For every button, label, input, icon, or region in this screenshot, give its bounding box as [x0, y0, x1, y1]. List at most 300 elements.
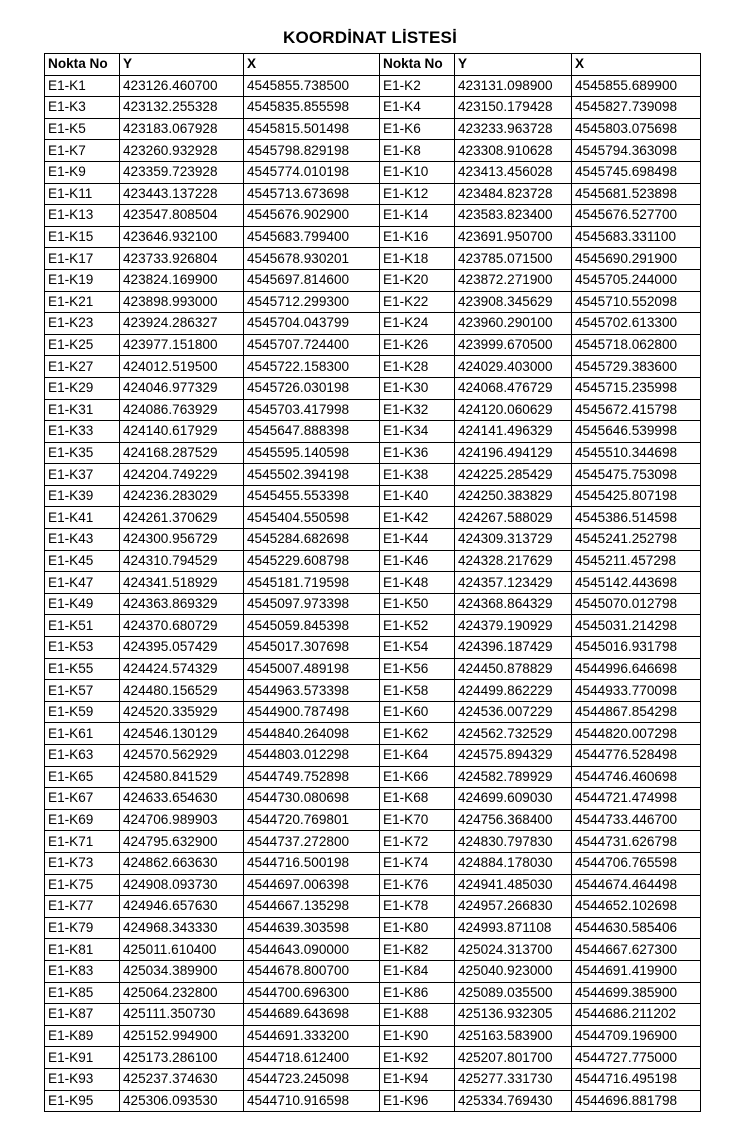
y-cell: 424941.485030	[455, 874, 572, 896]
point-no-cell: E1-K23	[45, 313, 120, 335]
point-no-cell: E1-K50	[380, 593, 455, 615]
y-cell: 424520.335929	[120, 701, 244, 723]
table-row	[45, 874, 701, 896]
y-cell: 423977.151800	[120, 334, 244, 356]
y-cell: 424267.588029	[455, 507, 572, 529]
x-cell: 4545502.394198	[244, 464, 380, 486]
table-row	[45, 399, 701, 421]
y-cell: 424261.370629	[120, 507, 244, 529]
x-cell: 4545229.608798	[244, 550, 380, 572]
y-cell: 423691.950700	[455, 226, 572, 248]
x-cell: 4545070.012798	[572, 593, 701, 615]
x-cell: 4545798.829198	[244, 140, 380, 162]
point-no-cell: E1-K20	[380, 269, 455, 291]
point-no-cell: E1-K77	[45, 896, 120, 918]
point-no-cell: E1-K19	[45, 269, 120, 291]
y-cell: 423359.723928	[120, 161, 244, 183]
point-no-cell: E1-K83	[45, 960, 120, 982]
x-cell: 4544721.474998	[572, 788, 701, 810]
point-no-cell: E1-K91	[45, 1047, 120, 1069]
y-cell: 424795.632900	[120, 831, 244, 853]
y-cell: 423126.460700	[120, 75, 244, 97]
x-cell: 4544840.264098	[244, 723, 380, 745]
x-cell: 4545007.489198	[244, 658, 380, 680]
y-cell: 425277.331730	[455, 1068, 572, 1090]
y-cell: 424908.093730	[120, 874, 244, 896]
point-no-cell: E1-K10	[380, 161, 455, 183]
y-cell: 424120.060629	[455, 399, 572, 421]
y-cell: 424086.763929	[120, 399, 244, 421]
x-cell: 4545683.799400	[244, 226, 380, 248]
x-cell: 4545017.307698	[244, 637, 380, 659]
x-cell: 4544776.528498	[572, 745, 701, 767]
y-cell: 424699.609030	[455, 788, 572, 810]
table-row	[45, 75, 701, 97]
table-row	[45, 1068, 701, 1090]
x-cell: 4545704.043799	[244, 313, 380, 335]
point-no-cell: E1-K66	[380, 766, 455, 788]
x-cell: 4544709.196900	[572, 1025, 701, 1047]
table-row	[45, 356, 701, 378]
point-no-cell: E1-K62	[380, 723, 455, 745]
x-cell: 4544699.385900	[572, 982, 701, 1004]
point-no-cell: E1-K29	[45, 377, 120, 399]
x-cell: 4545815.501498	[244, 118, 380, 140]
x-cell: 4545016.931798	[572, 637, 701, 659]
y-cell: 424570.562929	[120, 745, 244, 767]
point-no-cell: E1-K95	[45, 1090, 120, 1112]
y-cell: 424309.313729	[455, 529, 572, 551]
y-cell: 424046.977329	[120, 377, 244, 399]
point-no-cell: E1-K17	[45, 248, 120, 270]
point-no-cell: E1-K2	[380, 75, 455, 97]
point-no-cell: E1-K86	[380, 982, 455, 1004]
x-cell: 4544697.006398	[244, 874, 380, 896]
header-y-2: Y	[455, 54, 572, 76]
x-cell: 4544630.585406	[572, 917, 701, 939]
table-row	[45, 615, 701, 637]
point-no-cell: E1-K89	[45, 1025, 120, 1047]
x-cell: 4545683.331100	[572, 226, 701, 248]
coordinate-table	[44, 53, 701, 1112]
y-cell: 423646.932100	[120, 226, 244, 248]
x-cell: 4544933.770098	[572, 680, 701, 702]
point-no-cell: E1-K4	[380, 97, 455, 119]
x-cell: 4544727.775000	[572, 1047, 701, 1069]
x-cell: 4545855.689900	[572, 75, 701, 97]
y-cell: 424328.217629	[455, 550, 572, 572]
y-cell: 423785.071500	[455, 248, 572, 270]
x-cell: 4544730.080698	[244, 788, 380, 810]
table-row	[45, 960, 701, 982]
point-no-cell: E1-K72	[380, 831, 455, 853]
y-cell: 423150.179428	[455, 97, 572, 119]
y-cell: 424499.862229	[455, 680, 572, 702]
point-no-cell: E1-K87	[45, 1004, 120, 1026]
point-no-cell: E1-K46	[380, 550, 455, 572]
point-no-cell: E1-K85	[45, 982, 120, 1004]
y-cell: 423484.823728	[455, 183, 572, 205]
y-cell: 424756.368400	[455, 809, 572, 831]
y-cell: 424993.871108	[455, 917, 572, 939]
x-cell: 4544720.769801	[244, 809, 380, 831]
header-y: Y	[120, 54, 244, 76]
point-no-cell: E1-K81	[45, 939, 120, 961]
y-cell: 424575.894329	[455, 745, 572, 767]
table-row	[45, 723, 701, 745]
point-no-cell: E1-K49	[45, 593, 120, 615]
x-cell: 4545827.739098	[572, 97, 701, 119]
point-no-cell: E1-K57	[45, 680, 120, 702]
x-cell: 4545712.299300	[244, 291, 380, 313]
x-cell: 4544803.012298	[244, 745, 380, 767]
point-no-cell: E1-K37	[45, 464, 120, 486]
x-cell: 4545031.214298	[572, 615, 701, 637]
x-cell: 4545142.443698	[572, 572, 701, 594]
table-row	[45, 982, 701, 1004]
x-cell: 4545678.930201	[244, 248, 380, 270]
y-cell: 424168.287529	[120, 442, 244, 464]
table-body	[45, 75, 701, 1112]
table-row	[45, 334, 701, 356]
y-cell: 424310.794529	[120, 550, 244, 572]
point-no-cell: E1-K45	[45, 550, 120, 572]
point-no-cell: E1-K22	[380, 291, 455, 313]
y-cell: 424012.519500	[120, 356, 244, 378]
x-cell: 4545425.807198	[572, 485, 701, 507]
point-no-cell: E1-K51	[45, 615, 120, 637]
point-no-cell: E1-K94	[380, 1068, 455, 1090]
x-cell: 4545715.235998	[572, 377, 701, 399]
x-cell: 4544749.752898	[244, 766, 380, 788]
table-row	[45, 118, 701, 140]
table-row	[45, 377, 701, 399]
point-no-cell: E1-K78	[380, 896, 455, 918]
y-cell: 423924.286327	[120, 313, 244, 335]
x-cell: 4545697.814600	[244, 269, 380, 291]
y-cell: 424946.657630	[120, 896, 244, 918]
x-cell: 4545855.738500	[244, 75, 380, 97]
table-row	[45, 226, 701, 248]
point-no-cell: E1-K74	[380, 852, 455, 874]
point-no-cell: E1-K12	[380, 183, 455, 205]
document-title: KOORDİNAT LİSTESİ	[282, 28, 458, 47]
point-no-cell: E1-K18	[380, 248, 455, 270]
header-x-2: X	[572, 54, 701, 76]
y-cell: 424957.266830	[455, 896, 572, 918]
y-cell: 423443.137228	[120, 183, 244, 205]
point-no-cell: E1-K8	[380, 140, 455, 162]
y-cell: 425011.610400	[120, 939, 244, 961]
y-cell: 424341.518929	[120, 572, 244, 594]
point-no-cell: E1-K33	[45, 421, 120, 443]
x-cell: 4544691.419900	[572, 960, 701, 982]
x-cell: 4545386.514598	[572, 507, 701, 529]
x-cell: 4544731.626798	[572, 831, 701, 853]
y-cell: 424370.680729	[120, 615, 244, 637]
y-cell: 424396.187429	[455, 637, 572, 659]
x-cell: 4545646.539998	[572, 421, 701, 443]
x-cell: 4545595.140598	[244, 442, 380, 464]
table-row	[45, 939, 701, 961]
table-row	[45, 766, 701, 788]
table-row	[45, 291, 701, 313]
y-cell: 423131.098900	[455, 75, 572, 97]
x-cell: 4544963.573398	[244, 680, 380, 702]
y-cell: 424236.283029	[120, 485, 244, 507]
table-row	[45, 831, 701, 853]
point-no-cell: E1-K5	[45, 118, 120, 140]
table-row	[45, 97, 701, 119]
x-cell: 4544820.007298	[572, 723, 701, 745]
table-row	[45, 658, 701, 680]
table-row	[45, 701, 701, 723]
y-cell: 424582.789929	[455, 766, 572, 788]
point-no-cell: E1-K36	[380, 442, 455, 464]
table-row	[45, 1025, 701, 1047]
y-cell: 424546.130129	[120, 723, 244, 745]
table-row	[45, 485, 701, 507]
table-row	[45, 550, 701, 572]
y-cell: 424424.574329	[120, 658, 244, 680]
x-cell: 4545241.252798	[572, 529, 701, 551]
point-no-cell: E1-K59	[45, 701, 120, 723]
y-cell: 424250.383829	[455, 485, 572, 507]
point-no-cell: E1-K3	[45, 97, 120, 119]
point-no-cell: E1-K15	[45, 226, 120, 248]
table-row	[45, 183, 701, 205]
y-cell: 425024.313700	[455, 939, 572, 961]
point-no-cell: E1-K67	[45, 788, 120, 810]
y-cell: 425111.350730	[120, 1004, 244, 1026]
x-cell: 4545710.552098	[572, 291, 701, 313]
point-no-cell: E1-K40	[380, 485, 455, 507]
point-no-cell: E1-K56	[380, 658, 455, 680]
y-cell: 424562.732529	[455, 723, 572, 745]
x-cell: 4545059.845398	[244, 615, 380, 637]
y-cell: 423999.670500	[455, 334, 572, 356]
point-no-cell: E1-K63	[45, 745, 120, 767]
point-no-cell: E1-K21	[45, 291, 120, 313]
point-no-cell: E1-K70	[380, 809, 455, 831]
x-cell: 4545726.030198	[244, 377, 380, 399]
y-cell: 424968.343330	[120, 917, 244, 939]
point-no-cell: E1-K52	[380, 615, 455, 637]
table-row	[45, 248, 701, 270]
x-cell: 4545803.075698	[572, 118, 701, 140]
table-row	[45, 507, 701, 529]
x-cell: 4544723.245098	[244, 1068, 380, 1090]
y-cell: 423413.456028	[455, 161, 572, 183]
x-cell: 4544733.446700	[572, 809, 701, 831]
y-cell: 424395.057429	[120, 637, 244, 659]
point-no-cell: E1-K71	[45, 831, 120, 853]
x-cell: 4544716.500198	[244, 852, 380, 874]
x-cell: 4544691.333200	[244, 1025, 380, 1047]
x-cell: 4544674.464498	[572, 874, 701, 896]
point-no-cell: E1-K69	[45, 809, 120, 831]
y-cell: 423908.345629	[455, 291, 572, 313]
table-row	[45, 593, 701, 615]
x-cell: 4544900.787498	[244, 701, 380, 723]
point-no-cell: E1-K60	[380, 701, 455, 723]
y-cell: 424450.878829	[455, 658, 572, 680]
x-cell: 4544718.612400	[244, 1047, 380, 1069]
table-row	[45, 572, 701, 594]
x-cell: 4545705.244000	[572, 269, 701, 291]
point-no-cell: E1-K93	[45, 1068, 120, 1090]
point-no-cell: E1-K58	[380, 680, 455, 702]
point-no-cell: E1-K24	[380, 313, 455, 335]
table-row	[45, 1004, 701, 1026]
x-cell: 4545672.415798	[572, 399, 701, 421]
y-cell: 424884.178030	[455, 852, 572, 874]
y-cell: 425064.232800	[120, 982, 244, 1004]
table-row	[45, 680, 701, 702]
point-no-cell: E1-K31	[45, 399, 120, 421]
x-cell: 4545703.417998	[244, 399, 380, 421]
point-no-cell: E1-K7	[45, 140, 120, 162]
x-cell: 4544689.643698	[244, 1004, 380, 1026]
y-cell: 423547.808504	[120, 205, 244, 227]
point-no-cell: E1-K84	[380, 960, 455, 982]
x-cell: 4545729.383600	[572, 356, 701, 378]
x-cell: 4545702.613300	[572, 313, 701, 335]
y-cell: 423898.993000	[120, 291, 244, 313]
x-cell: 4545510.344698	[572, 442, 701, 464]
x-cell: 4544643.090000	[244, 939, 380, 961]
x-cell: 4545745.698498	[572, 161, 701, 183]
y-cell: 423583.823400	[455, 205, 572, 227]
x-cell: 4544696.881798	[572, 1090, 701, 1112]
point-no-cell: E1-K1	[45, 75, 120, 97]
x-cell: 4544639.303598	[244, 917, 380, 939]
y-cell: 424830.797830	[455, 831, 572, 853]
y-cell: 424357.123429	[455, 572, 572, 594]
x-cell: 4545681.523898	[572, 183, 701, 205]
point-no-cell: E1-K79	[45, 917, 120, 939]
x-cell: 4544667.627300	[572, 939, 701, 961]
table-row	[45, 529, 701, 551]
x-cell: 4545774.010198	[244, 161, 380, 183]
point-no-cell: E1-K43	[45, 529, 120, 551]
y-cell: 425152.994900	[120, 1025, 244, 1047]
y-cell: 424862.663630	[120, 852, 244, 874]
point-no-cell: E1-K82	[380, 939, 455, 961]
x-cell: 4545284.682698	[244, 529, 380, 551]
y-cell: 423733.926804	[120, 248, 244, 270]
point-no-cell: E1-K90	[380, 1025, 455, 1047]
x-cell: 4544710.916598	[244, 1090, 380, 1112]
x-cell: 4545475.753098	[572, 464, 701, 486]
x-cell: 4545794.363098	[572, 140, 701, 162]
x-cell: 4544706.765598	[572, 852, 701, 874]
point-no-cell: E1-K65	[45, 766, 120, 788]
y-cell: 425306.093530	[120, 1090, 244, 1112]
point-no-cell: E1-K26	[380, 334, 455, 356]
y-cell: 424580.841529	[120, 766, 244, 788]
x-cell: 4545404.550598	[244, 507, 380, 529]
header-point-no-2: Nokta No	[380, 54, 455, 76]
point-no-cell: E1-K39	[45, 485, 120, 507]
point-no-cell: E1-K48	[380, 572, 455, 594]
table-row	[45, 140, 701, 162]
point-no-cell: E1-K30	[380, 377, 455, 399]
table-row	[45, 442, 701, 464]
y-cell: 423308.910628	[455, 140, 572, 162]
header-x: X	[244, 54, 380, 76]
table-row	[45, 269, 701, 291]
point-no-cell: E1-K32	[380, 399, 455, 421]
y-cell: 423960.290100	[455, 313, 572, 335]
point-no-cell: E1-K41	[45, 507, 120, 529]
table-header-row	[45, 54, 701, 76]
y-cell: 424706.989903	[120, 809, 244, 831]
x-cell: 4545211.457298	[572, 550, 701, 572]
x-cell: 4545097.973398	[244, 593, 380, 615]
point-no-cell: E1-K6	[380, 118, 455, 140]
point-no-cell: E1-K96	[380, 1090, 455, 1112]
table-row	[45, 852, 701, 874]
y-cell: 425237.374630	[120, 1068, 244, 1090]
x-cell: 4544667.135298	[244, 896, 380, 918]
y-cell: 424633.654630	[120, 788, 244, 810]
point-no-cell: E1-K34	[380, 421, 455, 443]
point-no-cell: E1-K11	[45, 183, 120, 205]
y-cell: 423233.963728	[455, 118, 572, 140]
y-cell: 424141.496329	[455, 421, 572, 443]
x-cell: 4545713.673698	[244, 183, 380, 205]
y-cell: 424140.617929	[120, 421, 244, 443]
point-no-cell: E1-K14	[380, 205, 455, 227]
header-point-no: Nokta No	[45, 54, 120, 76]
y-cell: 424363.869329	[120, 593, 244, 615]
point-no-cell: E1-K76	[380, 874, 455, 896]
table-row	[45, 421, 701, 443]
point-no-cell: E1-K64	[380, 745, 455, 767]
y-cell: 425207.801700	[455, 1047, 572, 1069]
y-cell: 424300.956729	[120, 529, 244, 551]
y-cell: 424225.285429	[455, 464, 572, 486]
table-row	[45, 637, 701, 659]
y-cell: 424480.156529	[120, 680, 244, 702]
y-cell: 423132.255328	[120, 97, 244, 119]
y-cell: 423260.932928	[120, 140, 244, 162]
point-no-cell: E1-K27	[45, 356, 120, 378]
x-cell: 4544996.646698	[572, 658, 701, 680]
point-no-cell: E1-K35	[45, 442, 120, 464]
point-no-cell: E1-K54	[380, 637, 455, 659]
y-cell: 425034.389900	[120, 960, 244, 982]
point-no-cell: E1-K80	[380, 917, 455, 939]
x-cell: 4545722.158300	[244, 356, 380, 378]
y-cell: 424379.190929	[455, 615, 572, 637]
point-no-cell: E1-K25	[45, 334, 120, 356]
point-no-cell: E1-K9	[45, 161, 120, 183]
point-no-cell: E1-K38	[380, 464, 455, 486]
y-cell: 424368.864329	[455, 593, 572, 615]
table-row	[45, 313, 701, 335]
point-no-cell: E1-K75	[45, 874, 120, 896]
point-no-cell: E1-K53	[45, 637, 120, 659]
x-cell: 4544746.460698	[572, 766, 701, 788]
table-row	[45, 896, 701, 918]
table-row	[45, 1090, 701, 1112]
table-row	[45, 809, 701, 831]
x-cell: 4545647.888398	[244, 421, 380, 443]
x-cell: 4544716.495198	[572, 1068, 701, 1090]
point-no-cell: E1-K61	[45, 723, 120, 745]
